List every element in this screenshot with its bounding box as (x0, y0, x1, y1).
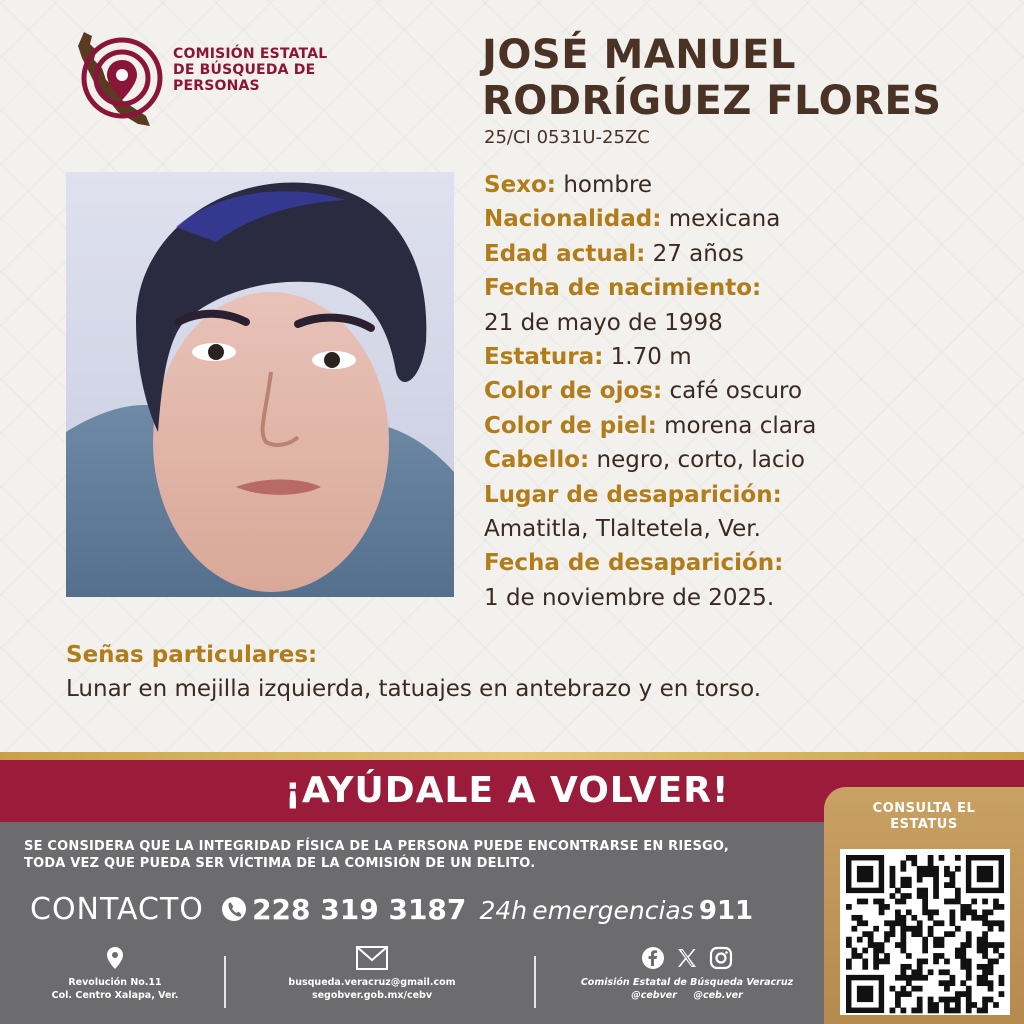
detail-value: 27 años (652, 240, 744, 267)
social-handle[interactable]: @cebver (631, 990, 677, 1001)
detail-label: Cabello: (484, 447, 590, 474)
qr-title-line: ESTATUS (890, 817, 958, 832)
contact-hours: 24h (479, 896, 528, 925)
envelope-icon (356, 946, 388, 970)
contact-line (30, 892, 753, 927)
detail-age (484, 237, 1004, 271)
gold-divider (0, 752, 1024, 760)
detail-value: mexicana (668, 206, 781, 233)
emergency-label: emergencias (532, 896, 694, 925)
social-org-name: Comisión Estatal de Búsqueda Veracruz (580, 977, 794, 988)
phone-icon (221, 896, 247, 922)
detail-sex (484, 168, 1004, 202)
footer-email (262, 946, 482, 1002)
risk-line: TODA VEZ QUE PUEDA SER VÍCTIMA DE LA COMISIÓN DE UN DELITO. (24, 856, 536, 871)
detail-value: café oscuro (669, 378, 803, 405)
emergency-number[interactable]: 911 (698, 896, 754, 926)
help-banner-text: ¡AYÚDALE A VOLVER! (284, 770, 730, 811)
contact-email[interactable]: busqueda.veracruz@gmail.com (288, 977, 456, 988)
detail-value: 1.70 m (610, 344, 692, 371)
qr-title (824, 801, 1024, 833)
veracruz-map-pin-logo (72, 30, 172, 130)
org-name-line: PERSONAS (173, 78, 260, 94)
address-line: Revolución No.11 (68, 977, 162, 988)
detail-date-label (484, 546, 1004, 580)
social-handle[interactable]: @ceb.ver (693, 990, 743, 1001)
detail-hair (484, 443, 1004, 477)
qr-code[interactable] (840, 849, 1010, 1015)
contact-phone[interactable]: 228 319 3187 (252, 893, 467, 926)
facebook-icon[interactable] (641, 946, 665, 970)
org-name-line: DE BÚSQUEDA DE (173, 62, 316, 78)
detail-birthdate-label (484, 271, 1004, 305)
distinguishing-marks-value: Lunar en mejilla izquierda, tatuajes en antebrazo y en torso. (66, 676, 762, 702)
footer-social (562, 946, 812, 1002)
person-name (482, 32, 1002, 124)
instagram-icon[interactable] (709, 946, 733, 970)
case-id: 25/CI 0531U-25ZC (484, 127, 650, 148)
contact-label: CONTACTO (30, 892, 204, 927)
detail-value: hombre (563, 172, 653, 198)
detail-label: Estatura: (484, 344, 604, 371)
detail-label: Nacionalidad: (484, 206, 662, 233)
distinguishing-marks (66, 638, 966, 706)
detail-height (484, 340, 1004, 374)
org-logo (72, 30, 352, 130)
detail-eye-color (484, 374, 1004, 408)
detail-label: Edad actual: (484, 240, 646, 267)
detail-skin-color (484, 409, 1004, 443)
person-photo (66, 172, 454, 597)
org-name-line: COMISIÓN ESTATAL (173, 46, 328, 62)
footer-address (30, 946, 200, 1002)
detail-place-label (484, 478, 1004, 512)
detail-value: negro, corto, lacio (596, 447, 805, 474)
contact-website[interactable]: segobver.gob.mx/cebv (311, 990, 433, 1001)
qr-title-line: CONSULTA EL (872, 801, 976, 816)
detail-label: Lugar de desaparición: (484, 481, 782, 508)
detail-nationality (484, 202, 1004, 236)
distinguishing-marks-label: Señas particulares: (66, 642, 318, 668)
detail-label: Color de ojos: (484, 378, 663, 405)
x-icon[interactable] (675, 946, 699, 970)
person-name-line: RODRÍGUEZ FLORES (482, 78, 942, 124)
org-name (173, 46, 327, 94)
footer-divider (534, 956, 536, 1008)
risk-line: SE CONSIDERA QUE LA INTEGRIDAD FÍSICA DE LA PERSONA PUEDE ENCONTRARSE EN RIESGO, (24, 839, 730, 854)
person-name-line: JOSÉ MANUEL (482, 32, 796, 78)
detail-date-value: 1 de noviembre de 2025. (484, 584, 775, 611)
location-pin-icon (106, 946, 124, 970)
detail-label: Color de piel: (484, 412, 657, 439)
status-qr-panel (824, 787, 1024, 1024)
person-details (484, 168, 1004, 615)
detail-label: Fecha de nacimiento: (484, 275, 762, 302)
detail-label: Fecha de desaparición: (484, 550, 784, 577)
detail-birthdate-value: 21 de mayo de 1998 (484, 309, 723, 336)
detail-value: morena clara (664, 412, 817, 439)
detail-place-value: Amatitla, Tlaltetela, Ver. (484, 516, 761, 543)
detail-label: Sexo: (484, 172, 556, 198)
qr-code-icon (840, 849, 1010, 1015)
address-line: Col. Centro Xalapa, Ver. (51, 990, 179, 1001)
footer-divider (224, 956, 226, 1008)
risk-statement (24, 838, 824, 872)
